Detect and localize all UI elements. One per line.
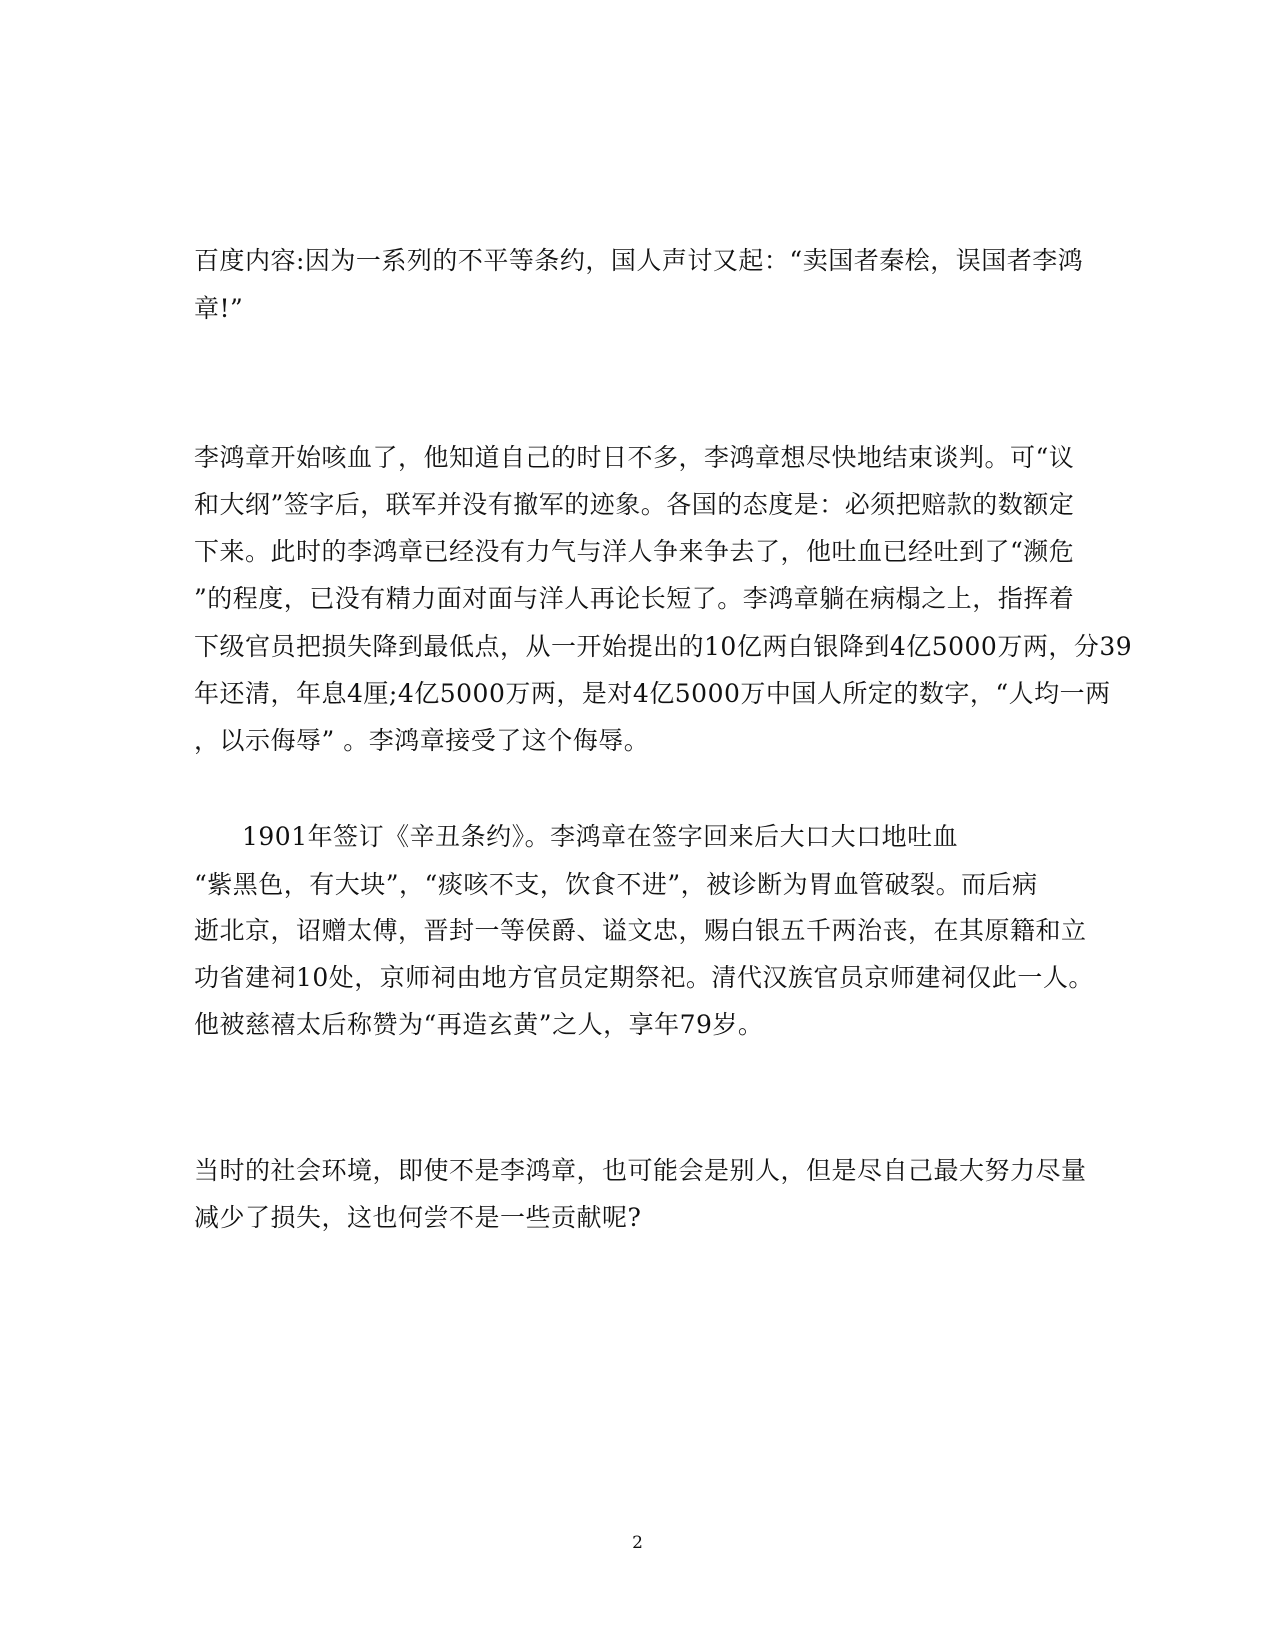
paragraph-2-line-5: 下级官员把损失降到最低点，从一开始提出的10亿两白银降到4亿5000万两，分39	[194, 632, 1133, 661]
paragraph-3-line-2: “紫黑色，有大块”，“痰咳不支，饮食不进”，被诊断为胃血管破裂。而后病	[194, 870, 1038, 899]
paragraph-2-line-2: 和大纲”签字后，联军并没有撤军的迹象。各国的态度是：必须把赔款的数额定	[194, 490, 1075, 519]
paragraph-3-line-1: 1901年签订《辛丑条约》。李鸿章在签字回来后大口大口地吐血	[242, 822, 959, 851]
paragraph-3-line-5: 他被慈禧太后称赞为“再造玄黄”之人，享年79岁。	[194, 1010, 764, 1039]
paragraph-4-line-1: 当时的社会环境，即使不是李鸿章，也可能会是别人，但是尽自己最大努力尽量	[194, 1156, 1087, 1185]
paragraph-1-line-2: 章!”	[194, 294, 244, 323]
paragraph-2-line-4: ”的程度，已没有精力面对面与洋人再论长短了。李鸿章躺在病榻之上，指挥着	[194, 584, 1075, 613]
paragraph-2-line-3: 下来。此时的李鸿章已经没有力气与洋人争来争去了，他吐血已经吐到了“濒危	[194, 537, 1075, 566]
paragraph-2-line-7: ，以示侮辱” 。李鸿章接受了这个侮辱。	[194, 726, 650, 755]
page-number: 2	[632, 1533, 643, 1553]
paragraph-3-line-3: 逝北京，诏赠太傅，晋封一等侯爵、谥文忠，赐白银五千两治丧，在其原籍和立	[194, 916, 1087, 945]
paragraph-2-line-1: 李鸿章开始咳血了，他知道自己的时日不多，李鸿章想尽快地结束谈判。可“议	[194, 443, 1075, 472]
paragraph-3-line-4: 功省建祠10处，京师祠由地方官员定期祭祀。清代汉族官员京师建祠仅此一人。	[194, 963, 1094, 992]
paragraph-1-line-1: 百度内容:因为一系列的不平等条约，国人声讨又起：“卖国者秦桧，误国者李鸿	[194, 246, 1084, 275]
paragraph-2-line-6: 年还清，年息4厘;4亿5000万两，是对4亿5000万中国人所定的数字，“人均一两	[194, 679, 1111, 708]
paragraph-4-line-2: 减少了损失，这也何尝不是一些贡献呢?	[194, 1203, 642, 1232]
